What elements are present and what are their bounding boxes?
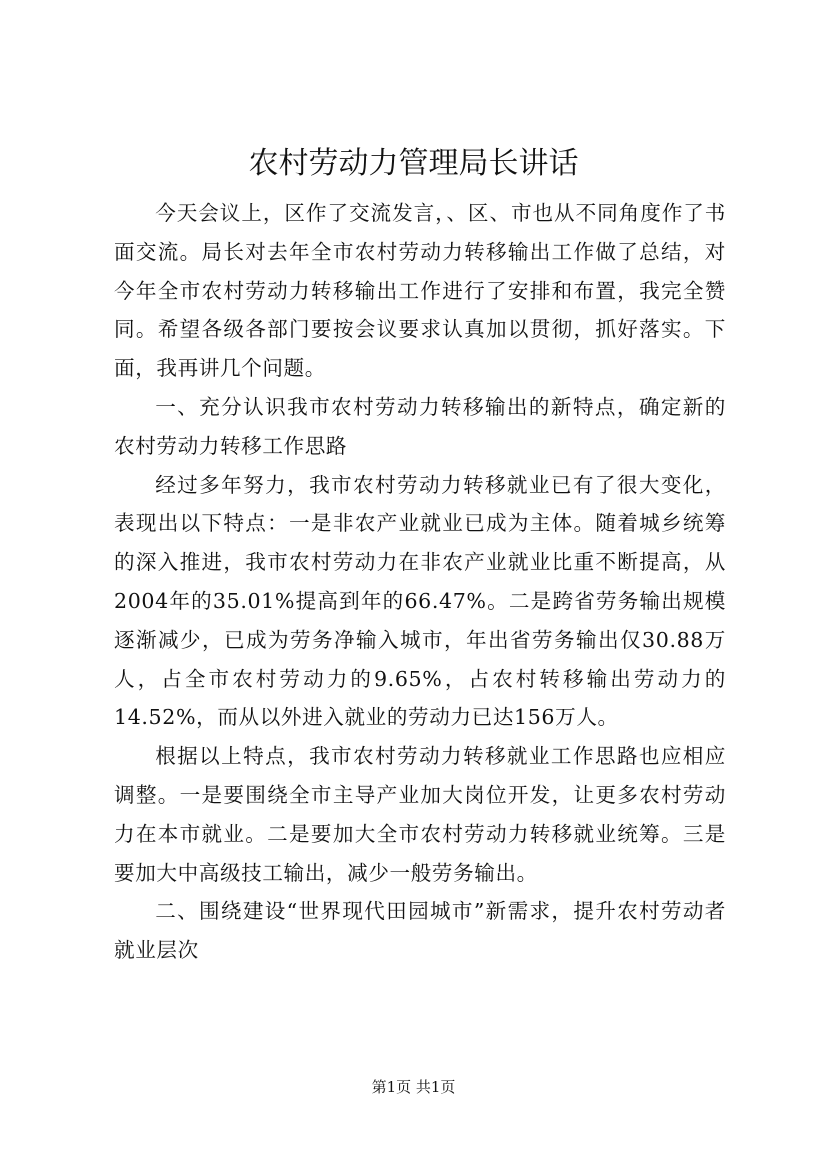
section-heading-2: 二、围绕建设“世界现代田园城市”新需求，提升农村劳动者就业层次: [114, 899, 726, 963]
document-body: [114, 194, 726, 970]
page-footer: 第1页 共1页: [371, 1078, 456, 1096]
section-heading-1: 一、充分认识我市农村劳动力转移输出的新特点，确定新的农村劳动力转移工作思路: [114, 394, 726, 458]
paragraph-adjustment: 根据以上特点，我市农村劳动力转移就业工作思路也应相应调整。一是要围绕全市主导产业加大岗位开发，让更多农村劳动力在本市就业。二是要加大全市农村劳动力转移就业统筹。三是要加大中高级技工输出，减少一般劳务输出。: [114, 744, 726, 885]
document-title: 农村劳动力管理局长讲话: [248, 146, 579, 181]
paragraph-features: 经过多年努力，我市农村劳动力转移就业已有了很大变化，表现出以下特点：一是非农产业就业已成为主体。随着城乡统筹的深入推进，我市农村劳动力在非农产业就业比重不断提高，从2004年的35.01%提高到年的66.47%。二是跨省劳务输出规模逐渐减少，已成为劳务净输入城市，年出省劳务输出仅30.88万人，占全市农村劳动力的9.65%，占农村转移输出劳动力的14.52%，而从以外进入就业的劳动力已达156万人。: [114, 472, 726, 730]
paragraph-intro: 今天会议上，区作了交流发言，、区、市也从不同角度作了书面交流。局长对去年全市农村劳动力转移输出工作做了总结，对今年全市农村劳动力转移输出工作进行了安排和布置，我完全赞同。希望各级各部门要按会议要求认真加以贯彻，抓好落实。下面，我再讲几个问题。: [114, 201, 726, 381]
